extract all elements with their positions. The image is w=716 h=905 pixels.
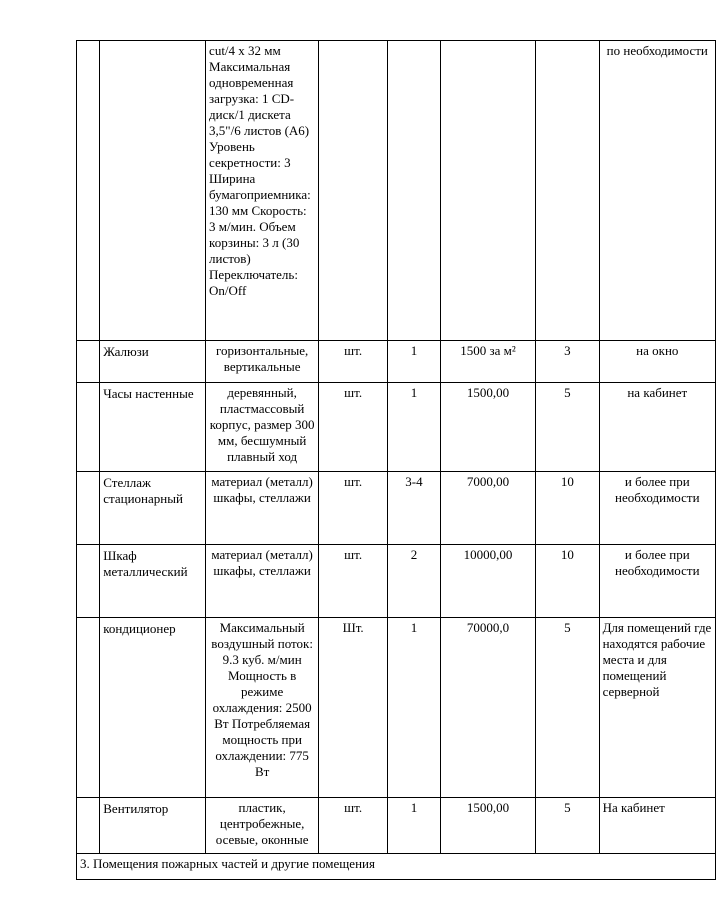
unit-cell: шт. bbox=[319, 472, 388, 545]
note-cell: на кабинет bbox=[599, 383, 715, 472]
table-row bbox=[77, 341, 716, 383]
row-number-cell bbox=[77, 383, 100, 472]
note-cell: Для помещений где находятся рабочие места и для помещений серверной bbox=[599, 618, 715, 798]
item-name-cell: Часы настенные bbox=[100, 383, 206, 472]
item-spec-cell: cut/4 x 32 мм Максимальная одновременная загрузка: 1 CD-диск/1 дискета 3,5"/6 листов (А6) Уровень секретности: 3 Ширина бумагоприемника: 130 мм Скорость: 3 м/мин. Объем корзины: 3 л (30 листов) Переключатель: On/Off bbox=[206, 41, 319, 341]
qty-cell: 2 bbox=[388, 545, 441, 618]
row-number-cell bbox=[77, 545, 100, 618]
note-cell: и более при необходимости bbox=[599, 472, 715, 545]
qty-cell: 1 bbox=[388, 798, 441, 854]
row-number-cell bbox=[77, 41, 100, 341]
equipment-table bbox=[76, 40, 716, 880]
section-title: 3. Помещения пожарных частей и другие помещения bbox=[77, 854, 716, 880]
item-spec-cell: материал (металл) шкафы, стеллажи bbox=[206, 545, 319, 618]
item-spec-cell: деревянный, пластмассовый корпус, размер 300 мм, бесшумный плавный ход bbox=[206, 383, 319, 472]
item-name-cell: Стеллаж стационарный bbox=[100, 472, 206, 545]
price-cell: 70000,0 bbox=[440, 618, 535, 798]
table-row bbox=[77, 383, 716, 472]
years-cell: 10 bbox=[536, 545, 599, 618]
unit-cell: шт. bbox=[319, 798, 388, 854]
years-cell: 10 bbox=[536, 472, 599, 545]
row-number-cell bbox=[77, 618, 100, 798]
qty-cell: 1 bbox=[388, 618, 441, 798]
qty-cell: 1 bbox=[388, 341, 441, 383]
item-spec-cell: пластик, центробежные, осевые, оконные bbox=[206, 798, 319, 854]
table-row bbox=[77, 798, 716, 854]
note-cell: На кабинет bbox=[599, 798, 715, 854]
row-number-cell bbox=[77, 472, 100, 545]
item-name-cell: кондиционер bbox=[100, 618, 206, 798]
item-name-cell: Шкаф металлический bbox=[100, 545, 206, 618]
unit-cell bbox=[319, 41, 388, 341]
item-spec-cell: материал (металл) шкафы, стеллажи bbox=[206, 472, 319, 545]
note-cell: и более при необходимости bbox=[599, 545, 715, 618]
note-cell: на окно bbox=[599, 341, 715, 383]
years-cell: 3 bbox=[536, 341, 599, 383]
qty-cell bbox=[388, 41, 441, 341]
item-name-cell: Жалюзи bbox=[100, 341, 206, 383]
price-cell: 10000,00 bbox=[440, 545, 535, 618]
years-cell: 5 bbox=[536, 383, 599, 472]
section-row bbox=[77, 854, 716, 880]
item-spec-cell: Максимальный воздушный поток: 9.3 куб. м/мин Мощность в режиме охлаждения: 2500 Вт Потребляемая мощность при охлаждении: 775 Вт bbox=[206, 618, 319, 798]
row-number-cell bbox=[77, 341, 100, 383]
table-row bbox=[77, 545, 716, 618]
unit-cell: Шт. bbox=[319, 618, 388, 798]
unit-cell: шт. bbox=[319, 383, 388, 472]
qty-cell: 1 bbox=[388, 383, 441, 472]
price-cell: 1500,00 bbox=[440, 383, 535, 472]
table-row bbox=[77, 618, 716, 798]
price-cell: 1500 за м² bbox=[440, 341, 535, 383]
table-row bbox=[77, 41, 716, 341]
table-row bbox=[77, 472, 716, 545]
years-cell bbox=[536, 41, 599, 341]
item-name-cell: Вентилятор bbox=[100, 798, 206, 854]
years-cell: 5 bbox=[536, 618, 599, 798]
price-cell: 7000,00 bbox=[440, 472, 535, 545]
note-cell: по необходимости bbox=[599, 41, 715, 341]
unit-cell: шт. bbox=[319, 341, 388, 383]
row-number-cell bbox=[77, 798, 100, 854]
item-spec-cell: горизонтальные, вертикальные bbox=[206, 341, 319, 383]
unit-cell: шт. bbox=[319, 545, 388, 618]
item-name-cell bbox=[100, 41, 206, 341]
price-cell: 1500,00 bbox=[440, 798, 535, 854]
qty-cell: 3-4 bbox=[388, 472, 441, 545]
years-cell: 5 bbox=[536, 798, 599, 854]
price-cell bbox=[440, 41, 535, 341]
